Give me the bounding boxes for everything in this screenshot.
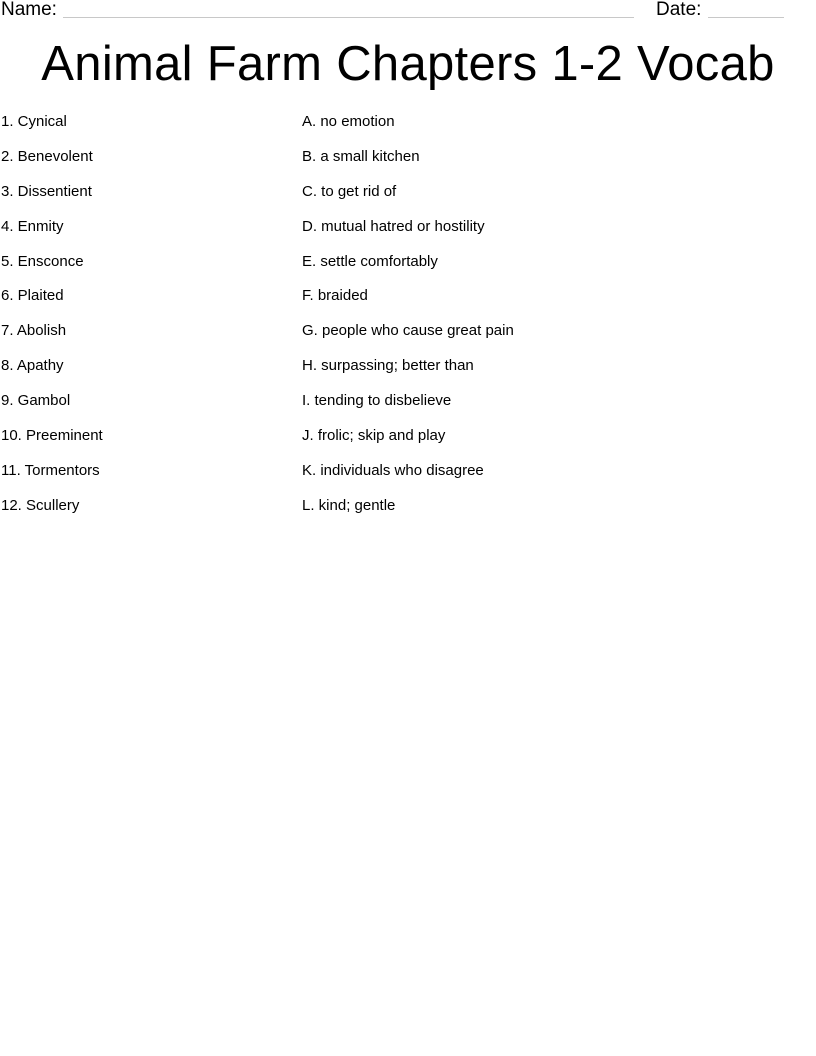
term-item: 2. Benevolent: [1, 147, 93, 165]
term-item: 1. Cynical: [1, 113, 67, 130]
definitions-list: [302, 104, 802, 523]
term-item: 10. Preeminent: [1, 427, 103, 445]
term-item: 4. Enmity: [1, 217, 64, 235]
name-label: Name:: [1, 0, 57, 20]
definition-item: G. people who cause great pain: [302, 322, 514, 340]
worksheet-header: [0, 0, 816, 24]
terms-list: [1, 104, 291, 523]
definition-item: A. no emotion: [302, 113, 395, 130]
definition-item: C. to get rid of: [302, 182, 397, 200]
term-item: 11. Tormentors: [1, 461, 100, 479]
name-blank-line[interactable]: [63, 17, 634, 18]
term-item: 7. Abolish: [1, 322, 67, 340]
term-item: 12. Scullery: [1, 496, 80, 514]
definition-item: D. mutual hatred or hostility: [302, 217, 485, 235]
definition-item: B. a small kitchen: [302, 147, 420, 165]
term-item: 5. Ensconce: [1, 252, 84, 270]
worksheet-title: Animal Farm Chapters 1-2 Vocab: [41, 37, 775, 91]
date-label: Date:: [656, 0, 702, 20]
term-item: 9. Gambol: [1, 392, 71, 410]
definition-item: L. kind; gentle: [302, 496, 396, 514]
term-item: 3. Dissentient: [1, 182, 92, 200]
term-item: 6. Plaited: [1, 287, 64, 305]
definition-item: I. tending to disbelieve: [302, 392, 452, 410]
definition-item: F. braided: [302, 287, 368, 305]
definition-item: E. settle comfortably: [302, 252, 438, 270]
date-blank-line[interactable]: [708, 17, 784, 18]
definition-item: H. surpassing; better than: [302, 357, 474, 375]
definition-item: J. frolic; skip and play: [302, 427, 446, 445]
definition-item: K. individuals who disagree: [302, 461, 484, 479]
term-item: 8. Apathy: [1, 357, 64, 375]
